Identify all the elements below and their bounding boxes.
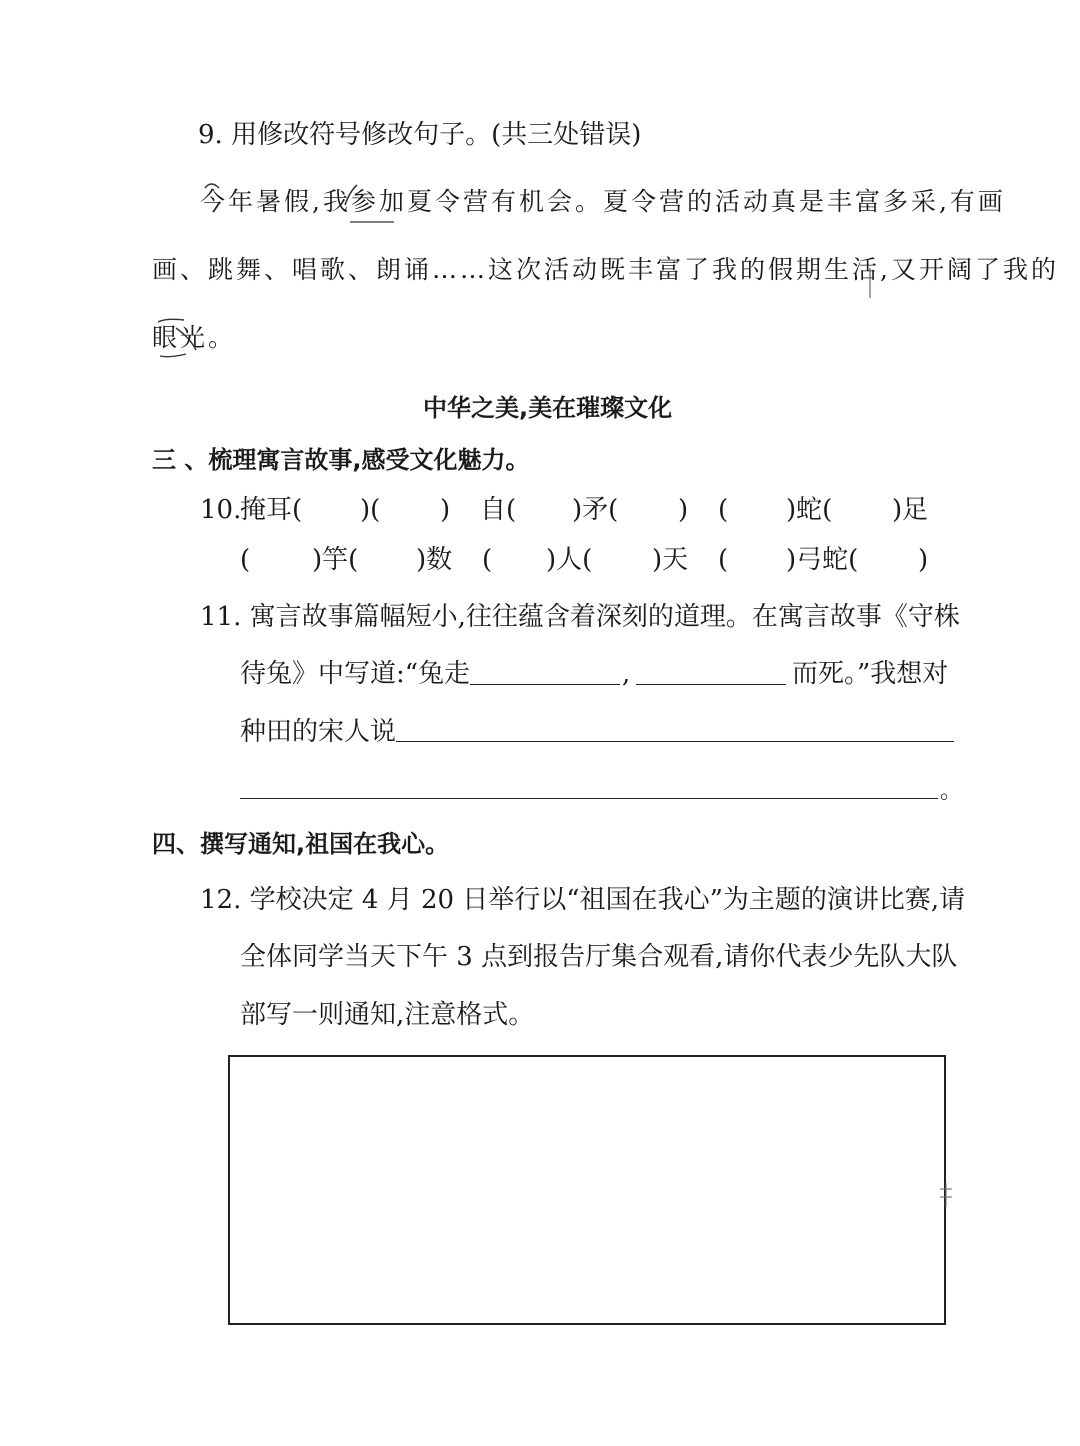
- q11-line2-end: 而死。”我想对: [792, 659, 949, 689]
- q10-r2-item: )数: [416, 545, 453, 575]
- q12-line3: 部写一则通知,注意格式。: [240, 1000, 535, 1030]
- q10-r2-item: (: [482, 545, 493, 575]
- q10-r1-item: ): [678, 495, 689, 525]
- section-title: 中华之美,美在璀璨文化: [423, 394, 673, 422]
- q10-number: 10.: [200, 495, 242, 525]
- q11-blank-1[interactable]: [470, 684, 620, 685]
- q12-line1: 12. 学校决定 4 月 20 日举行以“祖国在我心”为主题的演讲比赛,请: [200, 885, 966, 915]
- q10-r1-item: )足: [892, 495, 929, 525]
- q10-r2-item: )竽(: [312, 545, 359, 575]
- q10-r1-item: )蛇(: [786, 495, 833, 525]
- q9-sentence-line3: 眼光。: [152, 323, 237, 352]
- q11-line1: 11. 寓言故事篇幅短小,往往蕴含着深刻的道理。在寓言故事《守株: [200, 602, 960, 632]
- q9-prompt: 9. 用修改符号修改句子。(共三处错误): [198, 120, 642, 150]
- q12-line2: 全体同学当天下午 3 点到报告厅集合观看,请你代表少先队大队: [240, 942, 958, 972]
- q10-r1-item: 掩耳(: [240, 495, 303, 525]
- q10-row1: [200, 490, 960, 530]
- q10-r1-item: ): [440, 495, 451, 525]
- q9-sentence-line1: 今年暑假,我参加夏令营有机会。夏令营的活动真是丰富多采,有画: [200, 187, 1006, 216]
- q11-line2-comma: ,: [622, 659, 631, 689]
- q10-r2-item: )人(: [546, 545, 593, 575]
- q10-r2-item: ): [918, 545, 929, 575]
- q9-sentence-line2: 画、跳舞、唱歌、朗诵……这次活动既丰富了我的假期生活,又开阔了我的: [152, 255, 1059, 284]
- q10-r2-item: (: [718, 545, 729, 575]
- notice-answer-box[interactable]: [228, 1055, 946, 1325]
- scan-artifact-icon: [932, 1175, 972, 1215]
- q10-r1-item: (: [718, 495, 729, 525]
- section4-heading: 四、撰写通知,祖国在我心。: [152, 830, 450, 858]
- q10-r1-item: )矛(: [572, 495, 619, 525]
- q10-r2-item: )弓蛇(: [786, 545, 859, 575]
- q11-answer-line-2[interactable]: [240, 798, 938, 799]
- q11-answer-line-1[interactable]: [396, 741, 954, 742]
- correction-marks-icon: [0, 0, 1080, 400]
- q11-line2-start: 待兔》中写道:“兔走: [240, 659, 471, 689]
- q10-r2-item: )天: [652, 545, 689, 575]
- q10-r2-item: (: [240, 545, 251, 575]
- q10-r1-item: )(: [360, 495, 381, 525]
- q11-line3: 种田的宋人说: [240, 717, 397, 747]
- q10-r1-item: 自(: [480, 495, 517, 525]
- q11-end-mark: 。: [940, 779, 963, 804]
- q11-blank-2[interactable]: [636, 684, 786, 685]
- q10-row2: [200, 540, 960, 580]
- section3-heading: 三 、梳理寓言故事,感受文化魅力。: [152, 446, 530, 474]
